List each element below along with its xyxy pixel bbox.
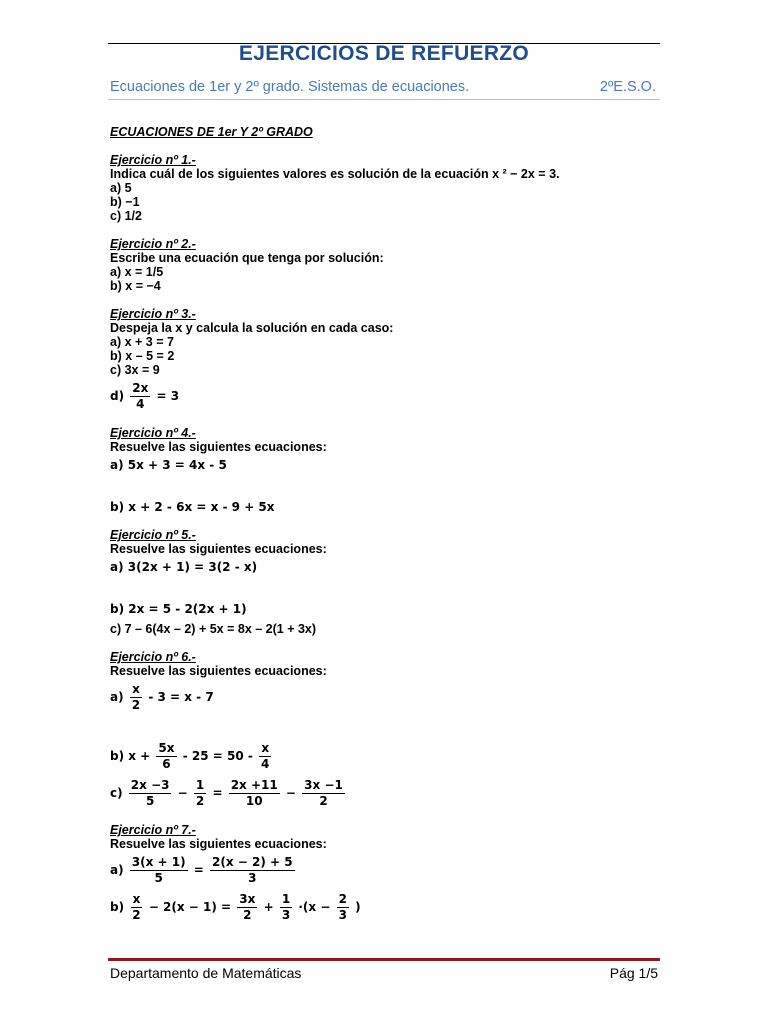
exercise-title: Ejercicio nº 6.- [110,650,196,664]
fraction: $\frac{3x}{2}$ [239,892,256,922]
fraction: $\frac{1}{2}$ [195,778,205,808]
equation-b: b) x + $\frac{5x}{6}$ - 25 = 50 - $\frac{x}{4}$ [110,741,270,771]
fraction: $\frac{2x +11}{10}$ [230,778,278,808]
page-number: Pág 1/5 [609,965,658,981]
exercise-item: c) 1/2 [110,209,142,223]
footer-department: Departamento de Matemáticas [110,965,302,981]
exercise-title: Ejercicio nº 4.- [110,426,196,440]
equation-a: a) $\frac{x}{2}$ - 3 = x - 7 [110,682,214,712]
document-body [110,125,670,937]
exercise-item: b) −1 [110,195,140,209]
exercise-title: Ejercicio nº 7.- [110,823,196,837]
exercise-title: Ejercicio nº 2.- [110,237,196,251]
fraction: $\frac{x}{2}$ [131,682,141,712]
fraction: $\frac{1}{3}$ [281,892,291,922]
exercise-statement: Resuelve las siguientes ecuaciones: [110,837,327,851]
exercise-statement: Resuelve las siguientes ecuaciones: [110,440,327,454]
fraction: $\frac{x}{2}$ [132,892,141,922]
exercise-4 [110,426,670,514]
fraction: $\frac{3x -1}{2}$ [304,778,343,808]
equation-d: d) $\frac{2x}{4}$ = 3 [110,381,180,411]
exercise-statement: Indica cuál de los siguientes valores es solución de la ecuación x ² − 2x = 3. [110,167,560,181]
fraction: $\frac{5x}{6}$ [158,741,175,771]
page-title: EJERCICIOS DE REFUERZO [238,42,530,65]
equation-a: a) 5x + 3 = 4x - 5 [110,458,227,472]
exercise-item: b) x = −4 [110,279,161,293]
exercise-2 [110,237,670,293]
header-bottom-rule [108,99,660,100]
page-subtitle: Ecuaciones de 1er y 2º grado. Sistemas de ecuaciones. [110,79,470,95]
fraction: $\frac{x}{4}$ [261,741,270,771]
exercise-item: a) 5 [110,181,132,195]
exercise-statement: Resuelve las siguientes ecuaciones: [110,542,327,556]
exercise-item: a) x = 1/5 [110,265,164,279]
exercise-item: a) x + 3 = 7 [110,335,174,349]
grade-label: 2ºE.S.O. [599,79,656,95]
exercise-title: Ejercicio nº 5.- [110,528,196,542]
equation-a: a) $\frac{3(x + 1)}{5}$ = $\frac{2(x - 2) + 5}{3}$ [110,855,293,885]
equation-c: c) $\frac{2x -3}{5}$ − $\frac{1}{2}$ = $\frac{2x +11}{10}$ − $\frac{3x -1}{2}$ [110,778,343,808]
equation-a: a) 3(2x + 1) = 3(2 - x) [110,560,258,574]
equation-b: b) x + 2 - 6x = x - 9 + 5x [110,500,275,514]
equation-b: b) 2x = 5 - 2(2x + 1) [110,602,247,616]
exercise-item: c) 3x = 9 [110,363,160,377]
exercise-item: b) x – 5 = 2 [110,349,175,363]
fraction: $\frac{2}{3}$ [338,892,347,922]
footer-rule [108,958,660,961]
equation-c: c) 7 – 6(4x – 2) + 5x = 8x – 2(1 + 3x) [110,622,317,636]
exercise-statement: Resuelve las siguientes ecuaciones: [110,664,327,678]
fraction: $\frac{3(x + 1)}{5}$ [131,855,186,885]
exercise-6 [110,650,670,809]
exercise-7 [110,823,670,923]
exercise-title: Ejercicio nº 1.- [110,153,196,167]
section-heading: ECUACIONES DE 1er Y 2º GRADO [110,125,313,139]
exercise-title: Ejercicio nº 3.- [110,307,196,321]
fraction: $\frac{2(x - 2) + 5}{3}$ [212,855,293,885]
exercise-1 [110,153,670,223]
exercise-statement: Escribe una ecuación que tenga por solución: [110,251,384,265]
equation-b: b) $\frac{x}{2}$ − 2(x − 1) = $\frac{3x}{2}$ + $\frac{1}{3}$ ·(x − $\frac{2}{3}$ ) [110,892,361,922]
exercise-3 [110,307,670,412]
exercise-5 [110,528,670,636]
exercise-statement: Despeja la x y calcula la solución en cada caso: [110,321,394,335]
fraction: $\frac{2x -3}{5}$ [130,778,170,808]
fraction: $\frac{2x}{4}$ [132,381,149,411]
